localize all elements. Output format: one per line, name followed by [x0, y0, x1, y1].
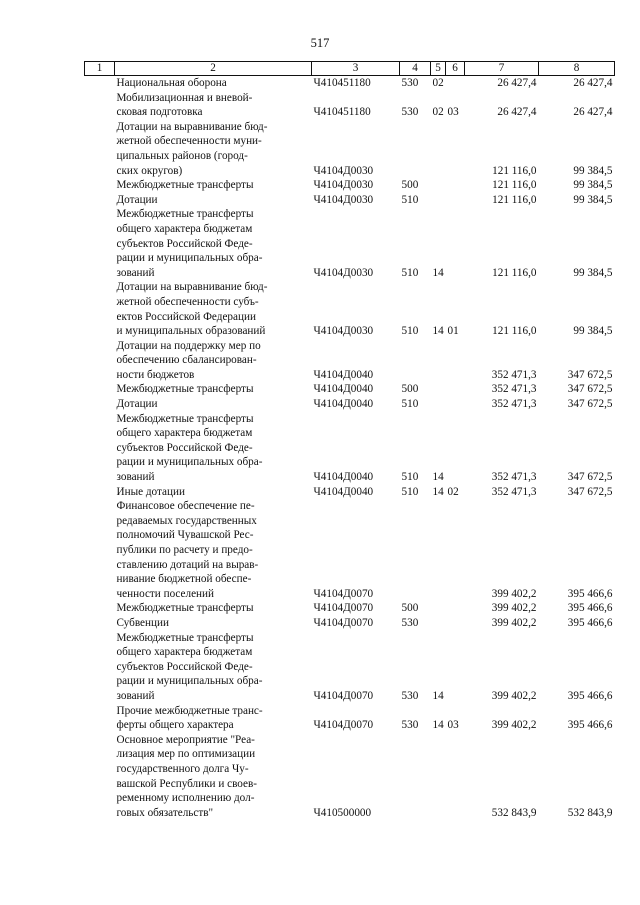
table-row [85, 485, 615, 500]
row-name-cell: Дотации на поддержку мер по обеспечению сбалансирован- ности бюджетов [116, 339, 261, 381]
table-row [85, 397, 615, 412]
column-header: 2 [115, 62, 312, 76]
expense-type-cell: 500 [401, 179, 419, 192]
table-row [85, 207, 615, 280]
row-name-cell: Межбюджетные трансферты [116, 383, 254, 396]
section-cell: 14 [432, 689, 444, 702]
amount-year2-cell: 99 384,5 [573, 193, 613, 206]
page-number: 517 [310, 36, 330, 50]
subsection-cell [446, 193, 465, 208]
table-row [85, 601, 615, 616]
amount-year1-cell: 352 471,3 [491, 368, 537, 381]
target-code-cell: Ч4104Д0040 [313, 471, 374, 484]
amount-year2-cell: 99 384,5 [573, 266, 613, 279]
column-header: 7 [465, 62, 539, 76]
row-name-cell: Дотации на выравнивание бюд- жетной обеспеченности муни- ципальных районов (город- ских округов) [116, 120, 268, 177]
target-code-cell: Ч4104Д0070 [313, 616, 374, 629]
amount-year2-cell: 347 672,5 [567, 383, 613, 396]
amount-year2-cell: 99 384,5 [573, 164, 613, 177]
section-cell: 14 [432, 719, 444, 732]
subsection-cell: 02 [447, 485, 459, 498]
expense-type-cell: 510 [401, 193, 419, 206]
table-row [85, 412, 615, 485]
row-index-cell [85, 397, 115, 412]
expense-type-cell [400, 120, 431, 178]
section-cell [431, 339, 446, 383]
table-row [85, 91, 615, 120]
row-index-cell [85, 733, 115, 821]
expense-type-cell [400, 339, 431, 383]
column-header: 6 [446, 62, 465, 76]
row-name-cell: Межбюджетные трансферты [116, 179, 254, 192]
column-header: 3 [312, 62, 400, 76]
amount-year1-cell: 352 471,3 [491, 471, 537, 484]
row-index-cell [85, 485, 115, 500]
table-row [85, 631, 615, 704]
target-code-cell: Ч4104Д0030 [313, 164, 374, 177]
amount-year2-cell: 26 427,4 [573, 106, 613, 119]
table-row [85, 76, 615, 91]
amount-year1-cell: 121 116,0 [492, 266, 537, 279]
expense-type-cell: 510 [401, 471, 419, 484]
amount-year2-cell: 347 672,5 [567, 485, 613, 498]
target-code-cell: Ч4104Д0070 [313, 719, 374, 732]
target-code-cell: Ч410451180 [313, 77, 371, 89]
row-name-cell: Основное мероприятие "Реа- лизация мер по оптимизации государственного долга Чу- вашской Республики и своев- ременному исполнению дол- говых обязательств" [116, 733, 258, 819]
amount-year2-cell: 395 466,6 [567, 602, 613, 615]
amount-year1-cell: 121 116,0 [492, 193, 537, 206]
row-name-cell: Финансовое обеспечение пе- редаваемых государственных полномочий Чувашской Рес- публики по расчету и предо- ставлению дотаций на вырав- нивание бюджетной обеспе- ченности поселений [116, 500, 259, 600]
row-index-cell [85, 120, 115, 178]
amount-year1-cell: 399 402,2 [491, 587, 537, 600]
column-header: 5 [431, 62, 446, 76]
amount-year1-cell: 352 471,3 [491, 398, 537, 411]
amount-year1-cell: 26 427,4 [497, 106, 537, 119]
amount-year2-cell: 532 843,9 [567, 806, 613, 819]
row-name-cell: Иные дотации [116, 485, 185, 498]
amount-year1-cell: 352 471,3 [491, 383, 537, 396]
section-cell [431, 616, 446, 631]
expense-type-cell [400, 499, 431, 601]
subsection-cell [446, 631, 465, 704]
row-index-cell [85, 339, 115, 383]
expense-type-cell: 500 [401, 602, 419, 615]
subsection-cell: 01 [447, 325, 459, 338]
expense-type-cell: 530 [401, 106, 419, 119]
amount-year1-cell: 121 116,0 [492, 164, 537, 177]
target-code-cell: Ч4104Д0040 [313, 368, 374, 381]
subsection-cell [446, 178, 465, 193]
amount-year1-cell: 352 471,3 [491, 485, 537, 498]
amount-year1-cell: 399 402,2 [491, 616, 537, 629]
expense-type-cell: 510 [401, 325, 419, 338]
expense-type-cell: 530 [401, 689, 419, 702]
row-index-cell [85, 601, 115, 616]
section-cell [431, 120, 446, 178]
table-row [85, 616, 615, 631]
target-code-cell: Ч4104Д0030 [313, 325, 374, 338]
row-name-cell: Дотации на выравнивание бюд- жетной обеспеченности субъ- ектов Российской Федерации и муниципальных образований [116, 281, 268, 338]
expense-type-cell: 510 [401, 266, 419, 279]
target-code-cell: Ч4104Д0070 [313, 689, 374, 702]
amount-year2-cell: 347 672,5 [567, 368, 613, 381]
row-name-cell: Субвенции [116, 616, 169, 629]
amount-year2-cell: 26 427,4 [573, 77, 613, 89]
section-cell: 14 [432, 471, 444, 484]
target-code-cell: Ч4104Д0070 [313, 602, 374, 615]
row-name-cell: Межбюджетные трансферты [116, 602, 254, 615]
amount-year2-cell: 347 672,5 [567, 398, 613, 411]
section-cell [431, 178, 446, 193]
section-cell [431, 193, 446, 208]
table-row [85, 178, 615, 193]
section-cell: 02 [432, 106, 444, 119]
subsection-cell [446, 76, 465, 91]
header-row [85, 62, 615, 76]
subsection-cell [446, 382, 465, 397]
amount-year2-cell: 395 466,6 [567, 616, 613, 629]
table-row [85, 499, 615, 601]
section-cell: 14 [432, 266, 444, 279]
subsection-cell [446, 339, 465, 383]
row-name-cell: Межбюджетные трансферты общего характера бюджетам субъектов Российской Феде- рации и муниципальных обра- зований [116, 631, 263, 702]
subsection-cell [446, 601, 465, 616]
table-row [85, 193, 615, 208]
row-index-cell [85, 193, 115, 208]
row-index-cell [85, 499, 115, 601]
subsection-cell [446, 207, 465, 280]
target-code-cell: Ч4104Д0040 [313, 398, 374, 411]
budget-table [84, 61, 615, 820]
row-name-cell: Межбюджетные трансферты общего характера бюджетам субъектов Российской Феде- рации и муниципальных обра- зований [116, 412, 263, 484]
subsection-cell [446, 499, 465, 601]
section-cell [431, 499, 446, 601]
amount-year1-cell: 26 427,4 [497, 77, 537, 89]
amount-year1-cell: 399 402,2 [491, 719, 537, 732]
column-header: 1 [85, 62, 115, 76]
row-index-cell [85, 616, 115, 631]
expense-type-cell: 510 [401, 485, 419, 498]
section-cell: 14 [432, 325, 444, 338]
section-cell [431, 601, 446, 616]
section-cell [431, 733, 446, 821]
row-name-cell: Межбюджетные трансферты общего характера бюджетам субъектов Российской Феде- рации и муниципальных обра- зований [116, 208, 263, 279]
row-index-cell [85, 704, 115, 733]
subsection-cell [446, 733, 465, 821]
table-row [85, 382, 615, 397]
expense-type-cell: 510 [401, 398, 419, 411]
target-code-cell: Ч4104Д0030 [313, 179, 374, 192]
row-index-cell [85, 76, 115, 91]
amount-year1-cell: 121 116,0 [492, 179, 537, 192]
table-row [85, 280, 615, 338]
row-index-cell [85, 178, 115, 193]
column-header: 8 [539, 62, 615, 76]
expense-type-cell: 530 [401, 719, 419, 732]
expense-type-cell: 530 [401, 616, 419, 629]
amount-year1-cell: 399 402,2 [491, 602, 537, 615]
amount-year1-cell: 399 402,2 [491, 689, 537, 702]
row-index-cell [85, 207, 115, 280]
row-index-cell [85, 382, 115, 397]
amount-year1-cell: 532 843,9 [491, 806, 537, 819]
subsection-cell: 03 [447, 719, 459, 732]
amount-year2-cell: 395 466,6 [567, 689, 613, 702]
target-code-cell: Ч410451180 [313, 106, 371, 119]
row-name-cell: Дотации [116, 193, 158, 206]
amount-year2-cell: 395 466,6 [567, 587, 613, 600]
expense-type-cell: 500 [401, 383, 419, 396]
row-index-cell [85, 412, 115, 485]
subsection-cell [446, 120, 465, 178]
section-cell: 02 [432, 77, 444, 89]
section-cell [431, 397, 446, 412]
expense-type-cell: 530 [401, 77, 419, 89]
target-code-cell: Ч410500000 [313, 806, 372, 819]
row-name-cell: Прочие межбюджетные транс- ферты общего характера [116, 704, 263, 732]
subsection-cell [446, 397, 465, 412]
row-name-cell: Дотации [116, 398, 158, 411]
target-code-cell: Ч4104Д0040 [313, 485, 374, 498]
amount-year2-cell: 99 384,5 [573, 325, 613, 338]
table-row [85, 704, 615, 733]
target-code-cell: Ч4104Д0030 [313, 266, 374, 279]
amount-year2-cell: 395 466,6 [567, 719, 613, 732]
row-index-cell [85, 91, 115, 120]
row-index-cell [85, 631, 115, 704]
expense-type-cell [400, 733, 431, 821]
subsection-cell: 03 [447, 106, 459, 119]
subsection-cell [446, 616, 465, 631]
amount-year1-cell: 121 116,0 [492, 325, 537, 338]
target-code-cell: Ч4104Д0030 [313, 193, 374, 206]
row-index-cell [85, 280, 115, 338]
target-code-cell: Ч4104Д0040 [313, 383, 374, 396]
table-row [85, 120, 615, 178]
row-name-cell: Мобилизационная и вневой- сковая подготовка [116, 91, 253, 119]
subsection-cell [446, 412, 465, 485]
table-row [85, 733, 615, 821]
target-code-cell: Ч4104Д0070 [313, 587, 374, 600]
table-row [85, 339, 615, 383]
row-name-cell: Национальная оборона [116, 77, 227, 89]
amount-year2-cell: 99 384,5 [573, 179, 613, 192]
column-header: 4 [400, 62, 431, 76]
amount-year2-cell: 347 672,5 [567, 471, 613, 484]
section-cell [431, 382, 446, 397]
section-cell: 14 [432, 485, 444, 498]
